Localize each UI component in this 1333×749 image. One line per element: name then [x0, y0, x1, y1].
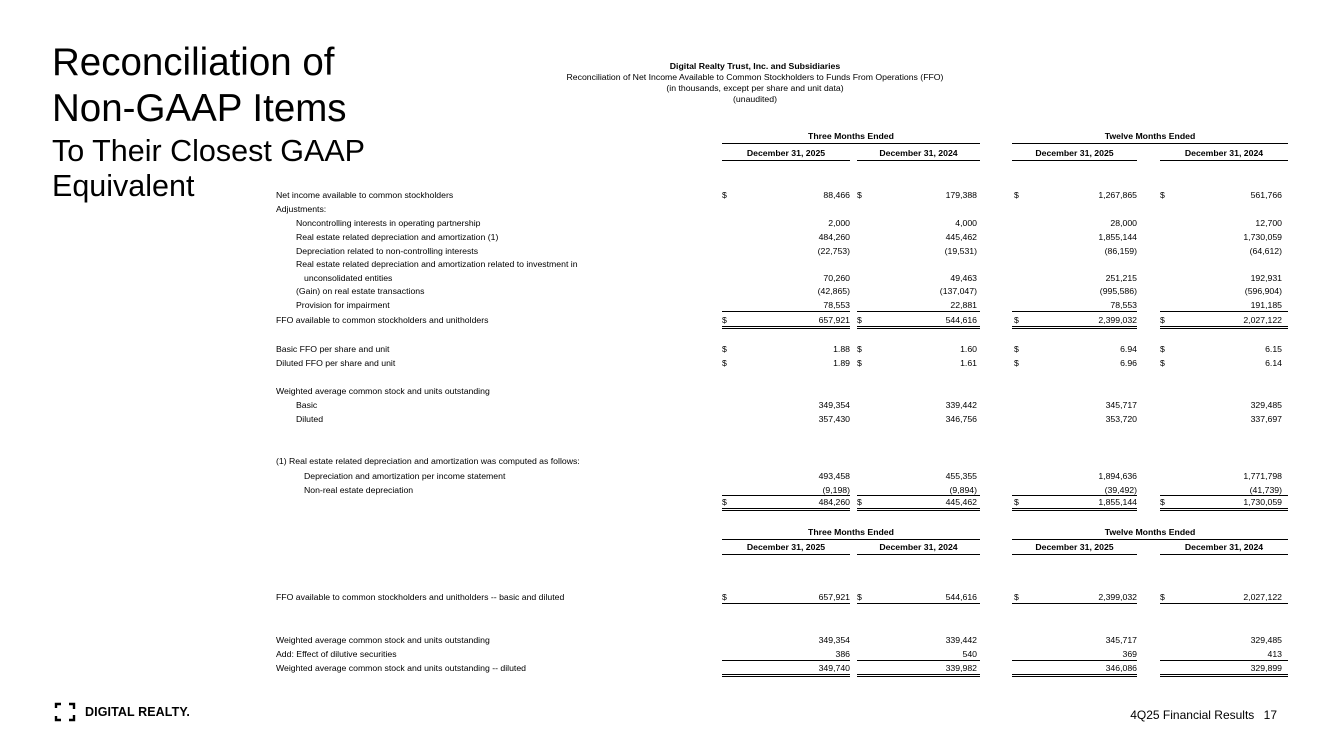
- subtitle-line-1: To Their Closest GAAP: [52, 134, 366, 168]
- value-cell: 28,000: [1110, 218, 1137, 228]
- value-cell: 445,462: [945, 232, 977, 242]
- value-cell: 329,485: [1250, 400, 1282, 410]
- rule-line: [1012, 326, 1137, 329]
- value-cell: 49,463: [950, 273, 977, 283]
- row-label: Diluted: [296, 414, 324, 424]
- value-cell: 357,430: [818, 414, 850, 424]
- value-cell: (9,894): [949, 485, 977, 495]
- value-cell: 484,260: [818, 497, 850, 507]
- currency-symbol: $: [857, 344, 862, 354]
- rule-line: [722, 326, 850, 329]
- rule-line: [1160, 160, 1288, 161]
- rule-line: [1012, 311, 1137, 312]
- row-label: Depreciation related to non-controlling interests: [296, 246, 479, 256]
- value-cell: 78,553: [1110, 300, 1137, 310]
- value-cell: 493,458: [818, 471, 850, 481]
- value-cell: 1,730,059: [1243, 232, 1282, 242]
- value-cell: 349,740: [818, 663, 850, 673]
- value-cell: 345,717: [1105, 635, 1137, 645]
- column-header: December 31, 2025: [746, 542, 826, 552]
- column-group-header: Twelve Months Ended: [1104, 131, 1196, 141]
- report-audit: (unaudited): [733, 94, 777, 104]
- row-label: FFO available to common stockholders and unitholders -- basic and diluted: [276, 592, 565, 602]
- rule-line: [722, 143, 980, 144]
- column-group-header: Three Months Ended: [808, 527, 894, 537]
- value-cell: (41,739): [1249, 485, 1282, 495]
- row-label: Noncontrolling interests in operating partnership: [296, 218, 481, 228]
- value-cell: 413: [1267, 649, 1282, 659]
- value-cell: 192,931: [1250, 273, 1282, 283]
- currency-symbol: $: [1014, 344, 1019, 354]
- value-cell: (86,159): [1104, 246, 1137, 256]
- rule-line: [722, 160, 850, 161]
- currency-symbol: $: [857, 592, 862, 602]
- value-cell: (995,586): [1099, 286, 1137, 296]
- rule-line: [722, 554, 850, 555]
- value-cell: 4,000: [955, 218, 977, 228]
- value-cell: 1.61: [960, 358, 977, 368]
- currency-symbol: $: [857, 497, 862, 507]
- value-cell: 353,720: [1105, 414, 1137, 424]
- column-header: December 31, 2024: [1184, 542, 1264, 552]
- value-cell: (22,753): [817, 246, 850, 256]
- rule-line: [722, 603, 850, 604]
- value-cell: 1.88: [833, 344, 850, 354]
- row-label: Weighted average common stock and units outstanding: [276, 635, 490, 645]
- rule-line: [1012, 495, 1137, 496]
- value-cell: 339,442: [945, 635, 977, 645]
- column-header: December 31, 2024: [879, 148, 958, 158]
- rule-line: [857, 326, 980, 329]
- rule-line: [1160, 495, 1288, 496]
- value-cell: 179,388: [945, 190, 977, 200]
- value-cell: 345,717: [1105, 400, 1137, 410]
- page-number: 17: [1263, 708, 1277, 722]
- currency-symbol: $: [1160, 344, 1165, 354]
- value-cell: 369: [1122, 649, 1137, 659]
- value-cell: 544,616: [945, 315, 977, 325]
- value-cell: 6.14: [1265, 358, 1282, 368]
- row-label: Basic FFO per share and unit: [276, 344, 390, 354]
- digital-realty-logo: [54, 702, 190, 722]
- slide-footer: [1124, 708, 1277, 722]
- rule-line: [1160, 674, 1288, 677]
- rule-line: [1012, 554, 1137, 555]
- value-cell: 1,855,144: [1098, 497, 1137, 507]
- value-cell: 386: [835, 649, 850, 659]
- rule-line: [1012, 508, 1137, 511]
- rule-line: [857, 660, 980, 661]
- value-cell: 339,442: [945, 400, 977, 410]
- column-header: December 31, 2025: [746, 148, 826, 158]
- value-cell: 6.94: [1120, 344, 1137, 354]
- value-cell: 2,027,122: [1243, 592, 1282, 602]
- value-cell: 339,982: [945, 663, 977, 673]
- rule-line: [857, 160, 980, 161]
- value-cell: (19,531): [944, 246, 977, 256]
- bracket-logo-icon: [54, 702, 76, 722]
- value-cell: 657,921: [818, 315, 850, 325]
- currency-symbol: $: [1160, 315, 1165, 325]
- row-label: Weighted average common stock and units outstanding: [276, 386, 490, 396]
- value-cell: 12,700: [1255, 218, 1282, 228]
- rule-line: [857, 495, 980, 496]
- currency-symbol: $: [1014, 190, 1019, 200]
- rule-line: [1012, 603, 1137, 604]
- currency-symbol: $: [1160, 497, 1165, 507]
- value-cell: 70,260: [823, 273, 850, 283]
- currency-symbol: $: [1014, 497, 1019, 507]
- column-header: December 31, 2025: [1035, 542, 1114, 552]
- currency-symbol: $: [722, 592, 727, 602]
- currency-symbol: $: [857, 315, 862, 325]
- logo-text: DIGITAL REALTY.: [85, 705, 190, 719]
- value-cell: 346,756: [945, 414, 977, 424]
- title-line-1: Reconciliation of: [52, 41, 335, 84]
- rule-line: [722, 660, 850, 661]
- company-name: Digital Realty Trust, Inc. and Subsidiaries: [669, 61, 841, 71]
- rule-line: [857, 311, 980, 312]
- currency-symbol: $: [1014, 315, 1019, 325]
- currency-symbol: $: [722, 344, 727, 354]
- value-cell: 346,086: [1105, 663, 1137, 673]
- value-cell: (64,612): [1249, 246, 1282, 256]
- row-label: Basic: [296, 400, 318, 410]
- value-cell: 349,354: [818, 400, 850, 410]
- column-header: December 31, 2024: [879, 542, 958, 552]
- value-cell: 78,553: [823, 300, 850, 310]
- value-cell: 1.60: [960, 344, 977, 354]
- row-label: Net income available to common stockholders: [276, 190, 454, 200]
- currency-symbol: $: [1160, 592, 1165, 602]
- rule-line: [1160, 326, 1288, 329]
- value-cell: (596,904): [1244, 286, 1282, 296]
- currency-symbol: $: [722, 190, 727, 200]
- rule-line: [1160, 311, 1288, 312]
- rule-line: [1012, 539, 1288, 540]
- currency-symbol: $: [1160, 358, 1165, 368]
- value-cell: 484,260: [818, 232, 850, 242]
- row-label: Adjustments:: [276, 204, 327, 214]
- column-group-header: Twelve Months Ended: [1104, 527, 1196, 537]
- row-label: (Gain) on real estate transactions: [296, 286, 425, 296]
- column-header: December 31, 2024: [1184, 148, 1264, 158]
- value-cell: 544,616: [945, 592, 977, 602]
- currency-symbol: $: [722, 358, 727, 368]
- rule-line: [1012, 674, 1137, 677]
- rule-line: [857, 603, 980, 604]
- row-label: Real estate related depreciation and amortization (1): [296, 232, 499, 242]
- rule-line: [722, 495, 850, 496]
- value-cell: 1,771,798: [1243, 471, 1282, 481]
- value-cell: 2,000: [828, 218, 850, 228]
- value-cell: 455,355: [945, 471, 977, 481]
- currency-symbol: $: [857, 190, 862, 200]
- row-label: unconsolidated entities: [304, 273, 393, 283]
- row-label: Add: Effect of dilutive securities: [276, 649, 397, 659]
- value-cell: 6.96: [1120, 358, 1137, 368]
- title-line-2: Non-GAAP Items: [52, 87, 347, 130]
- currency-symbol: $: [722, 497, 727, 507]
- row-label: Weighted average common stock and units outstanding -- diluted: [276, 663, 526, 673]
- report-subtitle: Reconciliation of Net Income Available to Common Stockholders to Funds From Operations (FFO): [566, 72, 944, 82]
- rule-line: [722, 311, 850, 312]
- rule-line: [1012, 160, 1137, 161]
- value-cell: 1,894,636: [1098, 471, 1137, 481]
- rule-line: [1160, 660, 1288, 661]
- value-cell: 349,354: [818, 635, 850, 645]
- rule-line: [722, 539, 980, 540]
- value-cell: 6.15: [1265, 344, 1282, 354]
- currency-symbol: $: [722, 315, 727, 325]
- value-cell: 2,399,032: [1098, 592, 1137, 602]
- rule-line: [857, 554, 980, 555]
- report-units: (in thousands, except per share and unit data): [666, 83, 844, 93]
- value-cell: 1,267,865: [1098, 190, 1137, 200]
- column-group-header: Three Months Ended: [808, 131, 894, 141]
- row-label: (1) Real estate related depreciation and amortization was computed as follows:: [276, 456, 580, 466]
- value-cell: 2,399,032: [1098, 315, 1137, 325]
- rule-line: [722, 508, 850, 511]
- row-label: Non-real estate depreciation: [304, 485, 414, 495]
- value-cell: (9,198): [822, 485, 850, 495]
- rule-line: [1160, 603, 1288, 604]
- value-cell: 329,899: [1250, 663, 1282, 673]
- currency-symbol: $: [857, 358, 862, 368]
- rule-line: [1160, 554, 1288, 555]
- value-cell: 445,462: [945, 497, 977, 507]
- rule-line: [1160, 508, 1288, 511]
- currency-symbol: $: [1014, 592, 1019, 602]
- value-cell: (137,047): [939, 286, 977, 296]
- row-label: Real estate related depreciation and amortization related to investment in: [296, 259, 578, 269]
- value-cell: (39,492): [1104, 485, 1137, 495]
- row-label: FFO available to common stockholders and unitholders: [276, 315, 489, 325]
- value-cell: 657,921: [818, 592, 850, 602]
- value-cell: 561,766: [1250, 190, 1282, 200]
- value-cell: 1,730,059: [1243, 497, 1282, 507]
- rule-line: [857, 674, 980, 677]
- value-cell: 88,466: [823, 190, 850, 200]
- value-cell: 1,855,144: [1098, 232, 1137, 242]
- value-cell: 337,697: [1250, 414, 1282, 424]
- column-header: December 31, 2025: [1035, 148, 1114, 158]
- currency-symbol: $: [1160, 190, 1165, 200]
- value-cell: 251,215: [1105, 273, 1137, 283]
- report-name: 4Q25 Financial Results: [1130, 708, 1255, 722]
- value-cell: 1.89: [833, 358, 850, 368]
- rule-line: [722, 674, 850, 677]
- rule-line: [1012, 660, 1137, 661]
- value-cell: 2,027,122: [1243, 315, 1282, 325]
- value-cell: (42,865): [817, 286, 850, 296]
- row-label: Depreciation and amortization per income statement: [304, 471, 506, 481]
- value-cell: 329,485: [1250, 635, 1282, 645]
- value-cell: 22,881: [950, 300, 977, 310]
- row-label: Diluted FFO per share and unit: [276, 358, 396, 368]
- rule-line: [857, 508, 980, 511]
- rule-line: [1012, 143, 1288, 144]
- row-label: Provision for impairment: [296, 300, 390, 310]
- currency-symbol: $: [1014, 358, 1019, 368]
- value-cell: 540: [962, 649, 977, 659]
- value-cell: 191,185: [1250, 300, 1282, 310]
- subtitle-line-2: Equivalent: [52, 169, 195, 203]
